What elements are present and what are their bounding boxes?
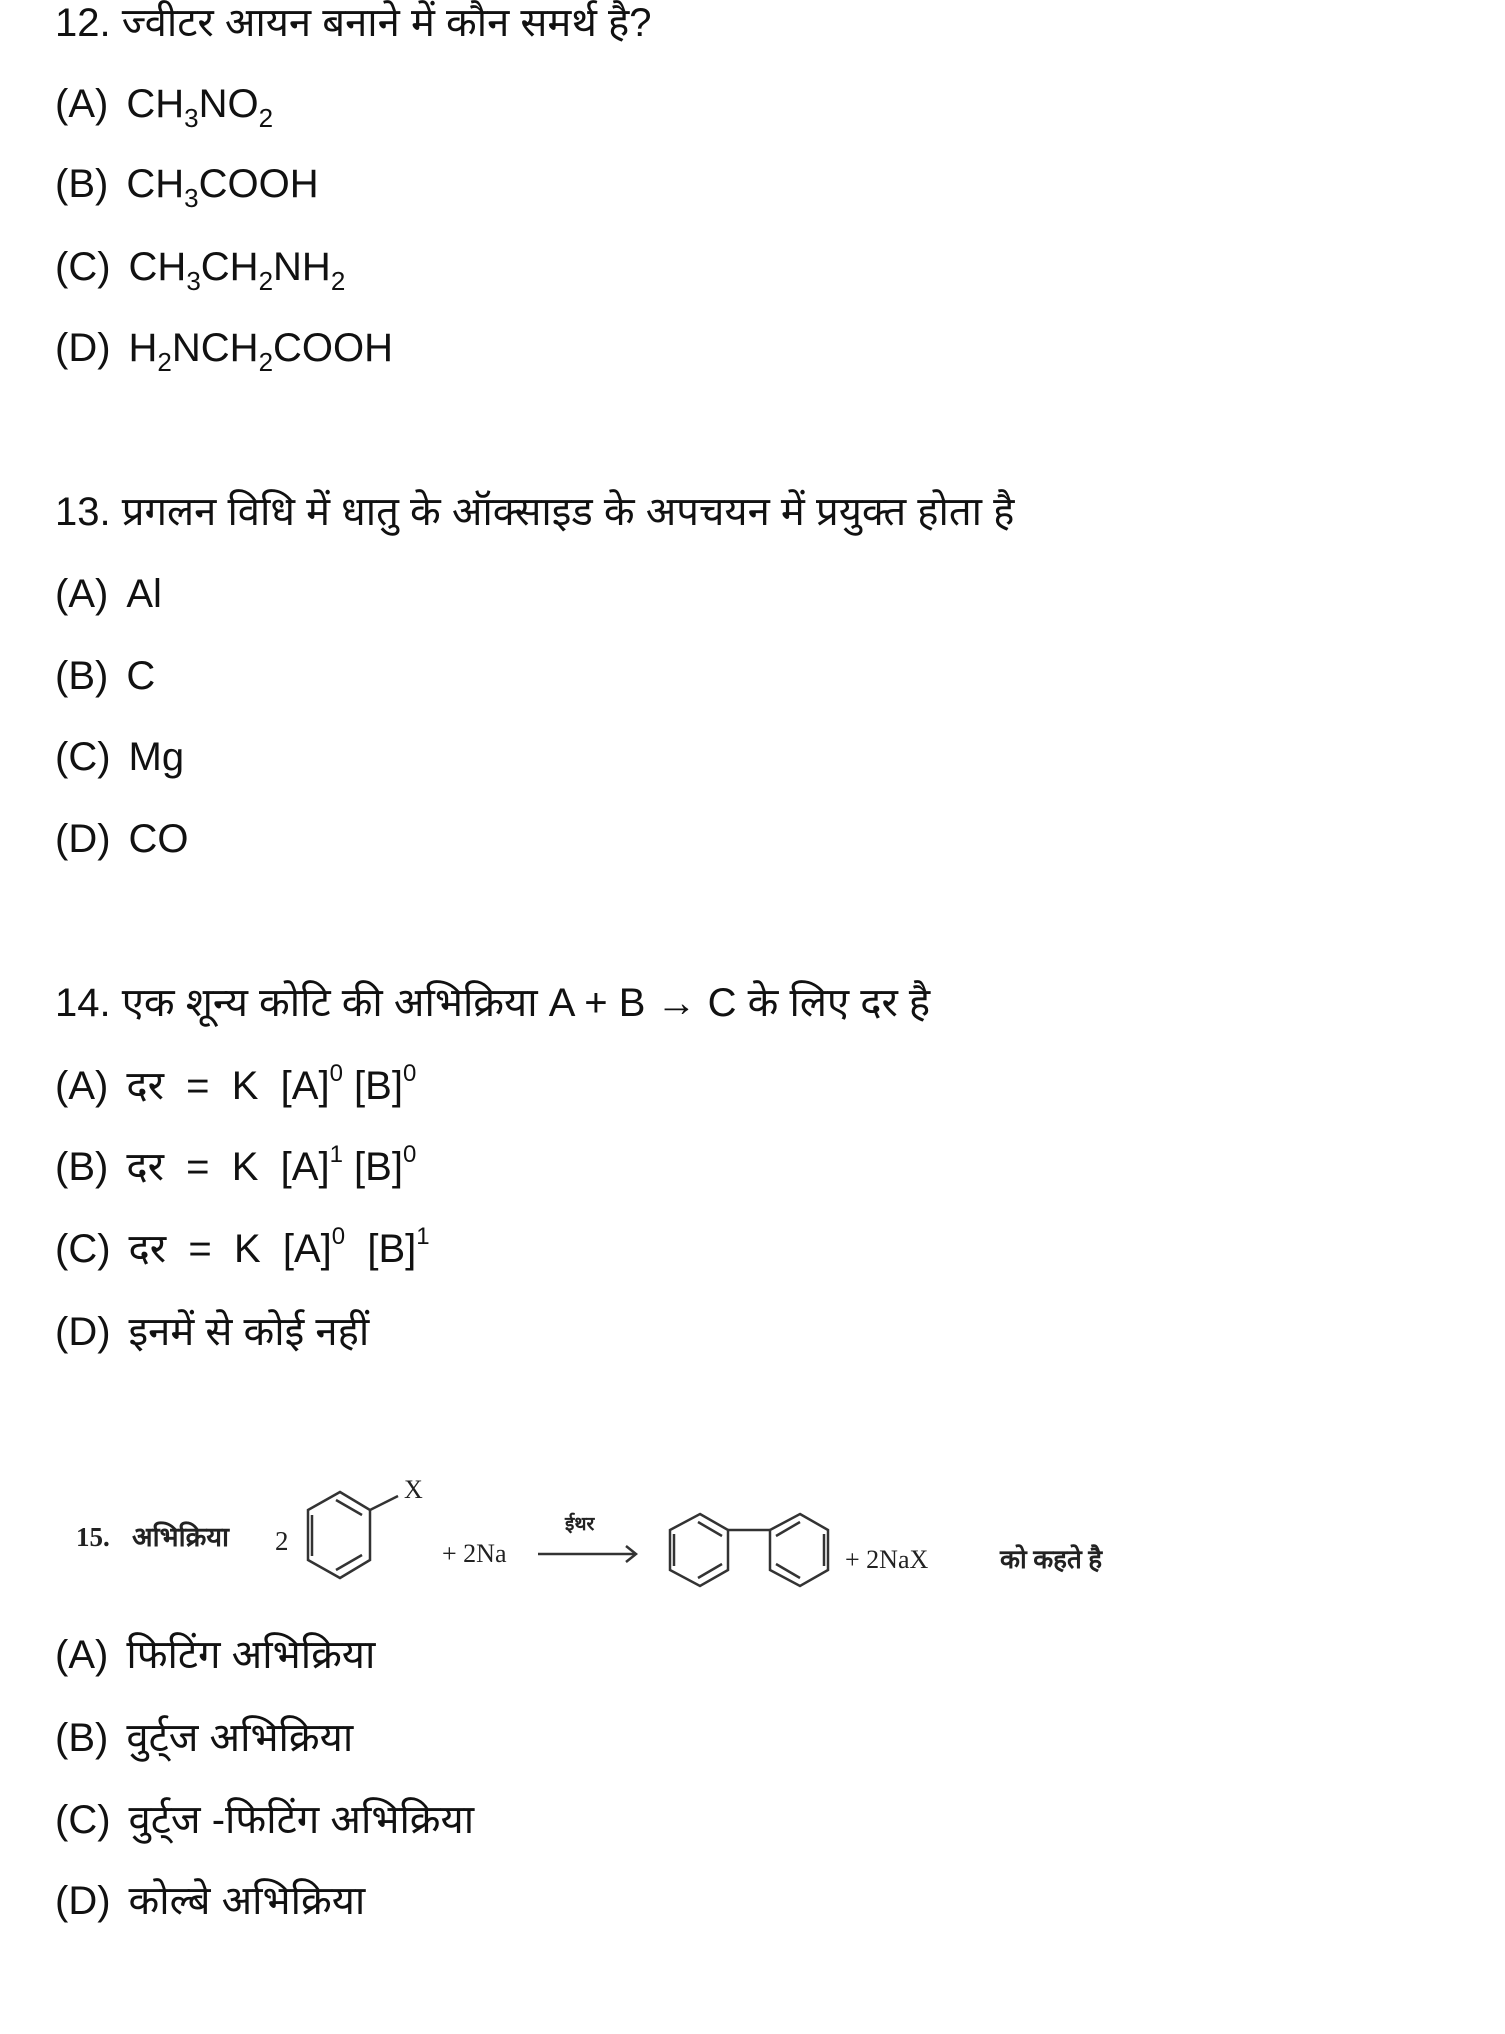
exponent: 0: [402, 1060, 417, 1087]
option-label: (C): [55, 735, 111, 779]
reagent: + 2Na: [442, 1539, 507, 1568]
option-text: वुर्ट्ज -फिटिंग अभिक्रिया: [128, 1798, 475, 1842]
option-12c[interactable]: [55, 243, 346, 296]
exponent: 0: [331, 1223, 346, 1250]
question-number: 12.: [55, 1, 111, 45]
option-15d[interactable]: [55, 1877, 365, 1925]
formula: $H_2NCH_2COOH$: [128, 326, 394, 377]
question-13: [55, 488, 1014, 536]
coefficient: 2: [275, 1526, 289, 1556]
option-15b[interactable]: [55, 1714, 353, 1762]
option-12a[interactable]: [55, 80, 274, 133]
formula: $CH_3CH_2NH_2$: [128, 245, 346, 296]
benzene-ring-icon: [308, 1492, 398, 1578]
option-label: (A): [55, 1064, 109, 1108]
option-label: (B): [55, 162, 109, 206]
option-text: वुर्ट्ज अभिक्रिया: [126, 1716, 354, 1760]
question-15-reaction-diagram: [70, 1470, 1150, 1600]
option-label: (D): [55, 326, 111, 370]
option-13a[interactable]: [55, 570, 162, 618]
question-text: ज्वीटर आयन बनाने में कौन समर्थ है?: [121, 1, 652, 45]
option-label: (B): [55, 1145, 109, 1189]
question-number: 14.: [55, 981, 111, 1025]
option-label: (C): [55, 1798, 111, 1842]
byproduct: + 2NaX: [845, 1545, 929, 1574]
option-15c[interactable]: [55, 1796, 474, 1844]
rate-expression: [B]: [342, 1064, 403, 1108]
formula: $CH_3NO_2$: [126, 82, 274, 133]
rate-expression: दर = K [A]: [128, 1227, 332, 1271]
option-15a[interactable]: [55, 1631, 375, 1679]
reaction-prefix: अभिक्रिया: [132, 1522, 229, 1552]
option-label: (D): [55, 1310, 111, 1354]
question-text: एक शून्य कोटि की अभिक्रिया A + B → C के लिए दर है: [121, 981, 931, 1025]
rate-expression: दर = K [A]: [126, 1064, 330, 1108]
option-label: (A): [55, 572, 109, 616]
option-label: (B): [55, 1716, 109, 1760]
option-text: Al: [126, 572, 162, 616]
option-label: (A): [55, 82, 109, 126]
reaction-suffix: को कहते है: [1000, 1545, 1103, 1574]
option-label: (C): [55, 245, 111, 289]
exponent: 1: [416, 1223, 430, 1250]
option-12d[interactable]: [55, 324, 394, 377]
option-text: Mg: [128, 735, 185, 779]
rate-expression: दर = K [A]: [126, 1145, 330, 1189]
option-14b[interactable]: [55, 1143, 416, 1191]
option-text: फिटिंग अभिक्रिया: [126, 1633, 376, 1677]
option-text: CO: [128, 817, 189, 861]
question-number: 13.: [55, 490, 111, 534]
biphenyl-icon: [670, 1514, 828, 1586]
exponent: 0: [402, 1141, 417, 1168]
rate-expression: [B]: [345, 1227, 417, 1271]
option-13b[interactable]: [55, 652, 155, 700]
exponent: 1: [329, 1141, 343, 1168]
option-12b[interactable]: [55, 160, 319, 213]
option-text: इनमें से कोई नहीं: [128, 1310, 370, 1354]
option-14a[interactable]: [55, 1062, 416, 1110]
reaction-condition: ईथर: [565, 1514, 595, 1535]
option-label: (C): [55, 1227, 111, 1271]
rate-expression: [B]: [342, 1145, 403, 1189]
formula: $CH_3COOH$: [126, 162, 319, 213]
option-label: (A): [55, 1633, 109, 1677]
exponent: 0: [329, 1060, 343, 1087]
reaction-arrow-icon: [538, 1546, 636, 1562]
option-14c[interactable]: [55, 1225, 430, 1273]
option-label: (B): [55, 654, 109, 698]
option-14d[interactable]: [55, 1308, 369, 1356]
question-12: [55, 0, 652, 47]
option-label: (D): [55, 817, 111, 861]
option-13d[interactable]: [55, 815, 189, 863]
option-text: कोल्बे अभिक्रिया: [128, 1879, 366, 1923]
option-label: (D): [55, 1879, 111, 1923]
question-number: 15.: [76, 1522, 110, 1552]
question-text: प्रगलन विधि में धातु के ऑक्साइड के अपचयन में प्रयुक्त होता है: [121, 490, 1015, 534]
question-14: [55, 979, 930, 1027]
option-text: C: [126, 654, 156, 698]
option-13c[interactable]: [55, 733, 184, 781]
substituent-x: X: [404, 1475, 423, 1504]
